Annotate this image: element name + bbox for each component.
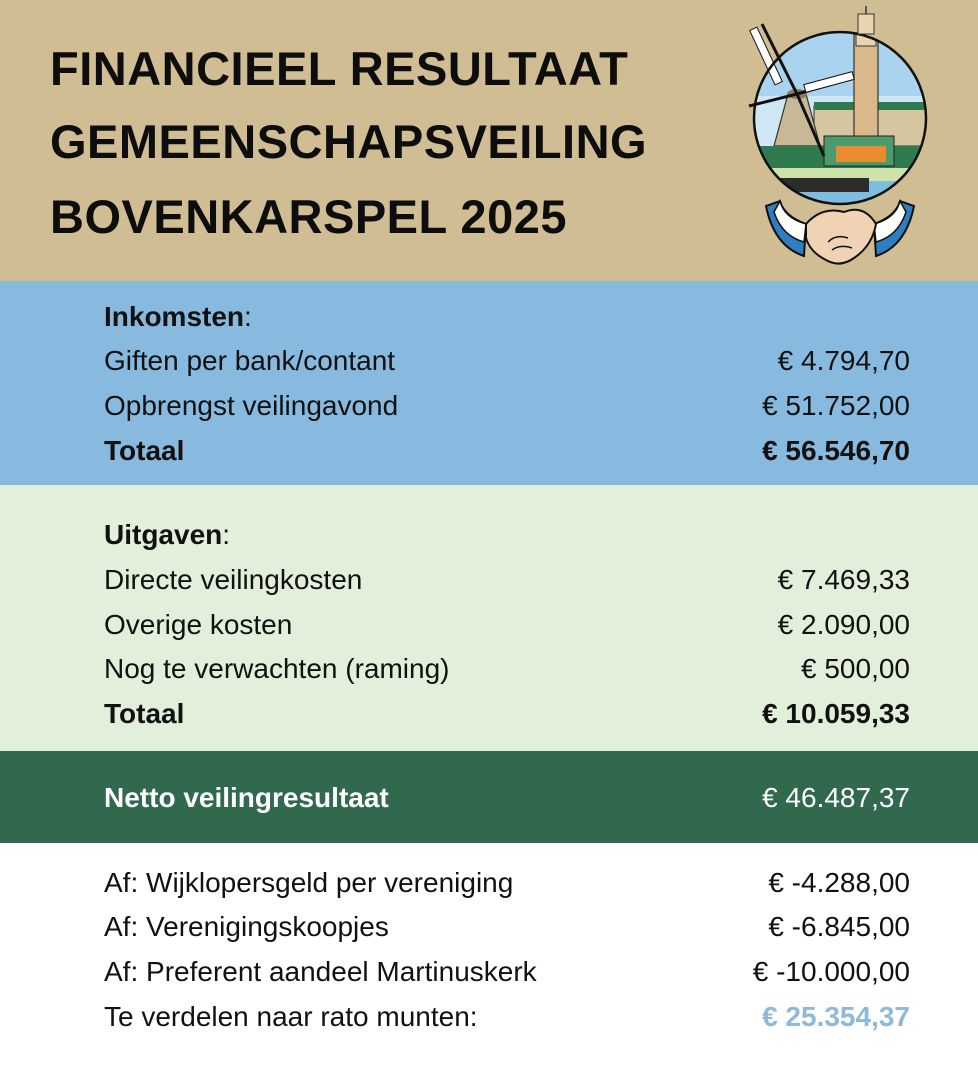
income-total-row: [104, 431, 910, 471]
income-total-amount: € 56.546,70: [762, 435, 910, 466]
income-row-label: Giften per bank/contant: [104, 345, 396, 376]
expenses-heading-label: Uitgaven: [104, 519, 223, 550]
income-heading: [104, 297, 910, 337]
expense-row-label: Directe veilingkosten: [104, 564, 363, 595]
income-row-amount: € 4.794,70: [777, 345, 910, 376]
expenses-total-amount: € 10.059,33: [762, 698, 910, 729]
distribution-result-label: Te verdelen naar rato munten:: [104, 1001, 478, 1032]
expense-row-amount: € 2.090,00: [777, 609, 910, 640]
deduction-row: [104, 907, 910, 947]
expense-row-amount: € 7.469,33: [777, 564, 910, 595]
income-row-amount: € 51.752,00: [762, 390, 910, 421]
income-heading-label: Inkomsten: [104, 301, 245, 332]
distribution-result-row: [104, 997, 910, 1037]
deduction-row-label: Af: Preferent aandeel Martinuskerk: [104, 956, 537, 987]
expense-row-label: Overige kosten: [104, 609, 293, 640]
deduction-row-label: Af: Verenigingskoopjes: [104, 911, 389, 942]
distribution-result-amount: € 25.354,37: [762, 1001, 910, 1032]
expense-row: [104, 649, 910, 689]
income-row: [104, 341, 910, 381]
deduction-row: [104, 863, 910, 903]
income-row: [104, 386, 910, 426]
header-band: [0, 0, 978, 281]
income-row-label: Opbrengst veilingavond: [104, 390, 399, 421]
net-result-row: [104, 778, 910, 818]
expense-row-amount: € 500,00: [801, 653, 910, 684]
expenses-total-row: [104, 694, 910, 734]
net-result-section: [0, 751, 978, 843]
income-heading-colon: :: [244, 301, 252, 332]
expenses-section: [0, 485, 978, 751]
deduction-row-amount: € -6.845,00: [768, 911, 910, 942]
income-section: [0, 281, 978, 485]
expenses-heading: [104, 515, 910, 555]
net-result-amount: € 46.487,37: [762, 782, 910, 813]
expense-row-label: Nog te verwachten (raming): [104, 653, 450, 684]
expense-row: [104, 605, 910, 645]
deduction-row-amount: € -10.000,00: [752, 956, 910, 987]
expenses-heading-colon: :: [222, 519, 231, 550]
auction-logo-icon: [744, 6, 936, 270]
expenses-total-label: Totaal: [104, 698, 185, 729]
deduction-row-amount: € -4.288,00: [768, 867, 910, 898]
title-line-2: GEMEENSCHAPSVEILING: [50, 115, 648, 168]
deduction-row: [104, 952, 910, 992]
income-total-label: Totaal: [104, 435, 185, 466]
expense-row: [104, 560, 910, 600]
net-result-label: Netto veilingresultaat: [104, 782, 389, 813]
deductions-section: [0, 843, 978, 1080]
title-line-3: BOVENKARSPEL 2025: [50, 190, 567, 243]
title-line-1: FINANCIEEL RESULTAAT: [50, 42, 629, 95]
deduction-row-label: Af: Wijklopersgeld per vereniging: [104, 867, 514, 898]
